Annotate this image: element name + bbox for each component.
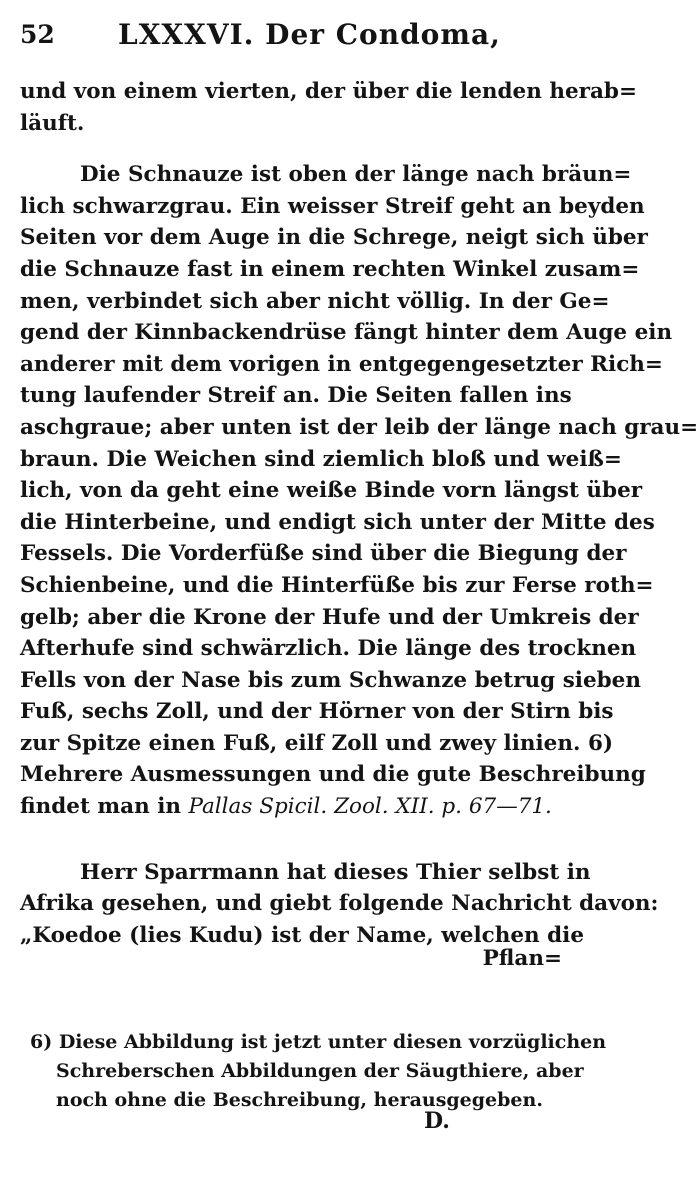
text-line: die Schnauze fast in einem rechten Winkel zusam= — [20, 256, 640, 282]
text-line: gelb; aber die Krone der Hufe und der Umkreis der — [20, 604, 639, 630]
footnote-line: noch ohne die Beschreibung, herausgegeben. — [56, 1089, 543, 1111]
footnote-line: Schreberschen Abbildungen der Säugthiere, aber — [56, 1060, 584, 1082]
page-number: 52 — [20, 20, 55, 49]
page-header — [18, 10, 566, 62]
footnote-signature: D. — [424, 1108, 450, 1134]
footnote-line: 6) Diese Abbildung ist jetzt unter diesen vorzüglichen — [30, 1031, 607, 1053]
text-line: anderer mit dem vorigen in entgegengesetzter Rich= — [20, 351, 663, 377]
text-line: tung laufender Streif an. Die Seiten fallen ins — [20, 383, 572, 409]
text-line: „Koedoe (lies Kudu) ist der Name, welchen die — [20, 922, 585, 948]
catchword: Pflan= — [482, 946, 562, 971]
citation-prefix: findet man in — [20, 794, 189, 820]
text-line: braun. Die Weichen sind ziemlich bloß und weiß= — [20, 446, 622, 472]
text-line: Fessels. Die Vorderfüße sind über die Biegung der — [20, 541, 627, 567]
text-line: gend der Kinnbackendrüse fängt hinter dem Auge ein — [20, 320, 673, 346]
running-title: LXXXVI. Der Condoma, — [118, 18, 501, 51]
text-line: und von einem vierten, der über die lenden herab= — [20, 79, 637, 104]
paragraph-start-line: Die Schnauze ist oben der länge nach bräun= — [80, 162, 632, 188]
text-line: läuft. — [20, 110, 85, 136]
paragraph-start-line: Herr Sparrmann hat dieses Thier selbst in — [80, 859, 591, 885]
text-line: men, verbindet sich aber nicht völlig. In der Ge= — [20, 288, 610, 314]
text-line: die Hinterbeine, und endigt sich unter der Mitte des — [20, 509, 655, 535]
citation-reference: Pallas Spicil. Zool. XII. p. 67—71. — [188, 794, 552, 820]
text-line: zur Spitze einen Fuß, eilf Zoll und zwey linien. 6) — [20, 730, 614, 756]
text-line: lich schwarzgrau. Ein weisser Streif geht an beyden — [20, 193, 645, 219]
text-line: Fells von der Nase bis zum Schwanze betrug sieben — [20, 667, 641, 693]
text-line: lich, von da geht eine weiße Binde vorn längst über — [20, 478, 643, 504]
text-line: Afrika gesehen, und giebt folgende Nachricht davon: — [20, 891, 659, 917]
text-line: Fuß, sechs Zoll, und der Hörner von der Stirn bis — [20, 699, 614, 725]
text-line: aschgraue; aber unten ist der leib der länge nach grau= — [20, 414, 698, 440]
footnote — [30, 1028, 607, 1115]
text-line: Seiten vor dem Auge in die Schrege, neigt sich über — [20, 225, 648, 251]
text-line: Afterhufe sind schwärzlich. Die länge des trocknen — [20, 636, 637, 662]
text-line: Mehrere Ausmessungen und die gute Beschreibung — [20, 762, 646, 788]
main-text — [20, 76, 698, 951]
citation-line — [20, 791, 568, 823]
text-line: Schienbeine, und die Hinterfüße bis zur Ferse roth= — [20, 572, 654, 598]
